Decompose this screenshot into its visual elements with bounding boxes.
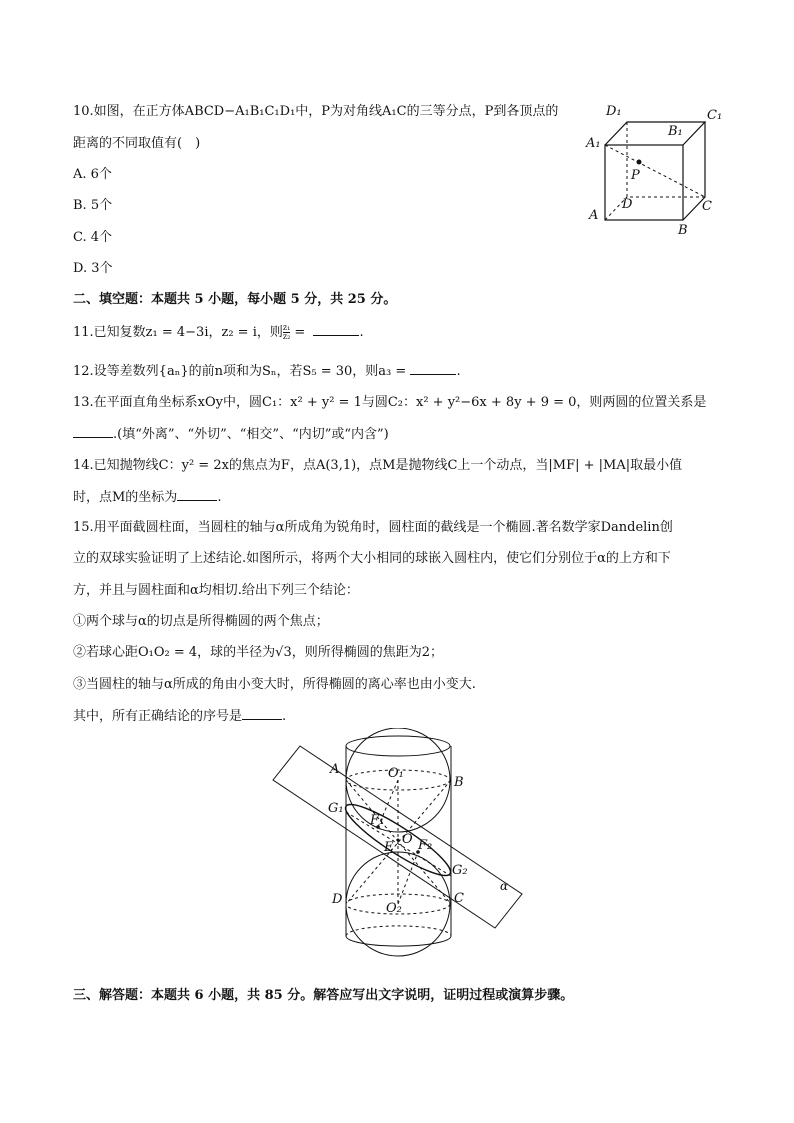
fig-label-c: C (454, 891, 464, 906)
fig-label-a: A (330, 762, 340, 777)
cylinder-top-ellipse (346, 736, 450, 756)
q14-text-line2 (73, 488, 221, 507)
q10-option-c: C. 4个 (73, 230, 113, 245)
fig-label-b: B (454, 775, 464, 790)
q15-answer-blank[interactable] (242, 707, 282, 720)
q11-fraction-denominator: z₂ (282, 332, 291, 341)
q11-text (73, 323, 364, 342)
q10-option-d: D. 3个 (73, 261, 113, 276)
fig-label-f1: F₁ (370, 813, 385, 828)
q15-last-line-end: . (282, 709, 287, 724)
q15-text-line1: 15.用平面截圆柱面，当圆柱的轴与α所成角为锐角时，圆柱面的截线是一个椭圆.著名数学家Dandelin创 (73, 520, 673, 535)
cube-point-p (637, 160, 642, 165)
cylinder-bottom-back (346, 926, 451, 936)
q10-text-line2: 距离的不同取值有( ) (73, 136, 201, 151)
q15-text-line2: 立的双球实验证明了上述结论.如图所示，将两个大小相同的球嵌入圆柱内，使它们分别位于α的上方和下 (73, 551, 671, 566)
fig-label-o1: O₁ (388, 766, 404, 781)
cube-label-b1: B₁ (668, 124, 683, 139)
fig-label-d: D (332, 892, 343, 907)
q14-text-line1: 14.已知抛物线C：y² = 2x的焦点为F，点A(3,1)，点M是抛物线C上一个动点，当|MF| + |MA|取最小值 (73, 458, 683, 473)
q15-last-line (73, 707, 286, 726)
q13-answer-blank[interactable] (73, 425, 113, 438)
cube-label-c1: C₁ (707, 108, 723, 123)
q11-answer-blank[interactable] (313, 323, 359, 336)
q10-option-b: B. 5个 (73, 198, 113, 213)
q13-text-line2: .(填“外离”、“外切”、“相交”、“内切”或“内含”) (113, 427, 389, 442)
fig-label-alpha: α (500, 879, 509, 893)
cube-figure (580, 100, 725, 240)
cube-label-a1: A₁ (586, 136, 601, 151)
q12-text (73, 362, 461, 381)
q12-text-before: 12.设等差数列{aₙ}的前n项和为Sₙ，若S₅ = 30，则a₃ = (73, 364, 411, 379)
q10-option-a: A. 6个 (73, 167, 112, 182)
q12-answer-blank[interactable] (410, 362, 456, 375)
fig-label-o: O (402, 832, 413, 847)
cube-hidden-edges (627, 122, 705, 197)
dandelin-figure (270, 728, 525, 960)
q13-text-line2-wrap (73, 425, 389, 444)
q12-text-end: . (456, 364, 461, 379)
section3-heading: 三、解答题：本题共 6 小题，共 85 分。解答应写出文字说明，证明过程或演算步骤。 (73, 988, 574, 1003)
fig-label-g2: G₂ (452, 863, 468, 878)
q14-answer-blank[interactable] (177, 488, 217, 501)
q15-text-line3: 方，并且与圆柱面和α均相切.给出下列三个结论： (73, 583, 359, 598)
cube-label-d1: D₁ (606, 104, 622, 119)
cube-front-face (605, 145, 683, 220)
cube-label-c: C (702, 199, 712, 214)
q10-text-line1: 10.如图，在正方体ABCD−A₁B₁C₁D₁中，P为对角线A₁C的三等分点，P到各顶点的 (73, 104, 559, 119)
cube-label-d: D (622, 197, 633, 212)
section2-heading: 二、填空题：本题共 5 小题，每小题 5 分，共 25 分。 (73, 292, 397, 307)
fig-label-f2: F₂ (418, 838, 433, 853)
cube-label-b: B (678, 223, 688, 238)
q11-text-end: . (359, 325, 364, 340)
cube-label-a: A (589, 208, 599, 223)
q15-last-line-before: 其中，所有正确结论的序号是 (73, 709, 243, 724)
cube-diagonal-a1c (605, 145, 705, 197)
fig-label-o2: O₂ (386, 901, 402, 916)
q11-text-after: = (290, 325, 310, 340)
line-o2-f2 (398, 852, 418, 904)
cube-top-edges (605, 122, 705, 145)
fig-label-e: E (384, 840, 394, 855)
q11-text-before: 11.已知复数z₁ = 4−3i，z₂ = i，则 (73, 325, 283, 340)
q14-text-line2-before: 时，点M的坐标为 (73, 490, 178, 505)
cube-label-p: P (631, 168, 640, 183)
q15-item-1: ①两个球与α的切点是所得椭圆的两个焦点； (73, 614, 329, 629)
q13-text-line1: 13.在平面直角坐标系xOy中，圆C₁：x² + y² = 1与圆C₂：x² + y²−6x + 8y + 9 = 0，则两圆的位置关系是 (73, 395, 707, 410)
q14-text-line2-end: . (217, 490, 222, 505)
q11-fraction-numerator: z₁ (282, 323, 291, 332)
fig-label-g1: G₁ (328, 801, 344, 816)
q15-item-3: ③当圆柱的轴与α所成的角由小变大时，所得椭圆的离心率也由小变大. (73, 677, 476, 692)
q15-item-2: ②若球心距O₁O₂ = 4，球的半径为√3，则所得椭圆的焦距为2； (73, 645, 443, 660)
point-o (397, 839, 400, 842)
